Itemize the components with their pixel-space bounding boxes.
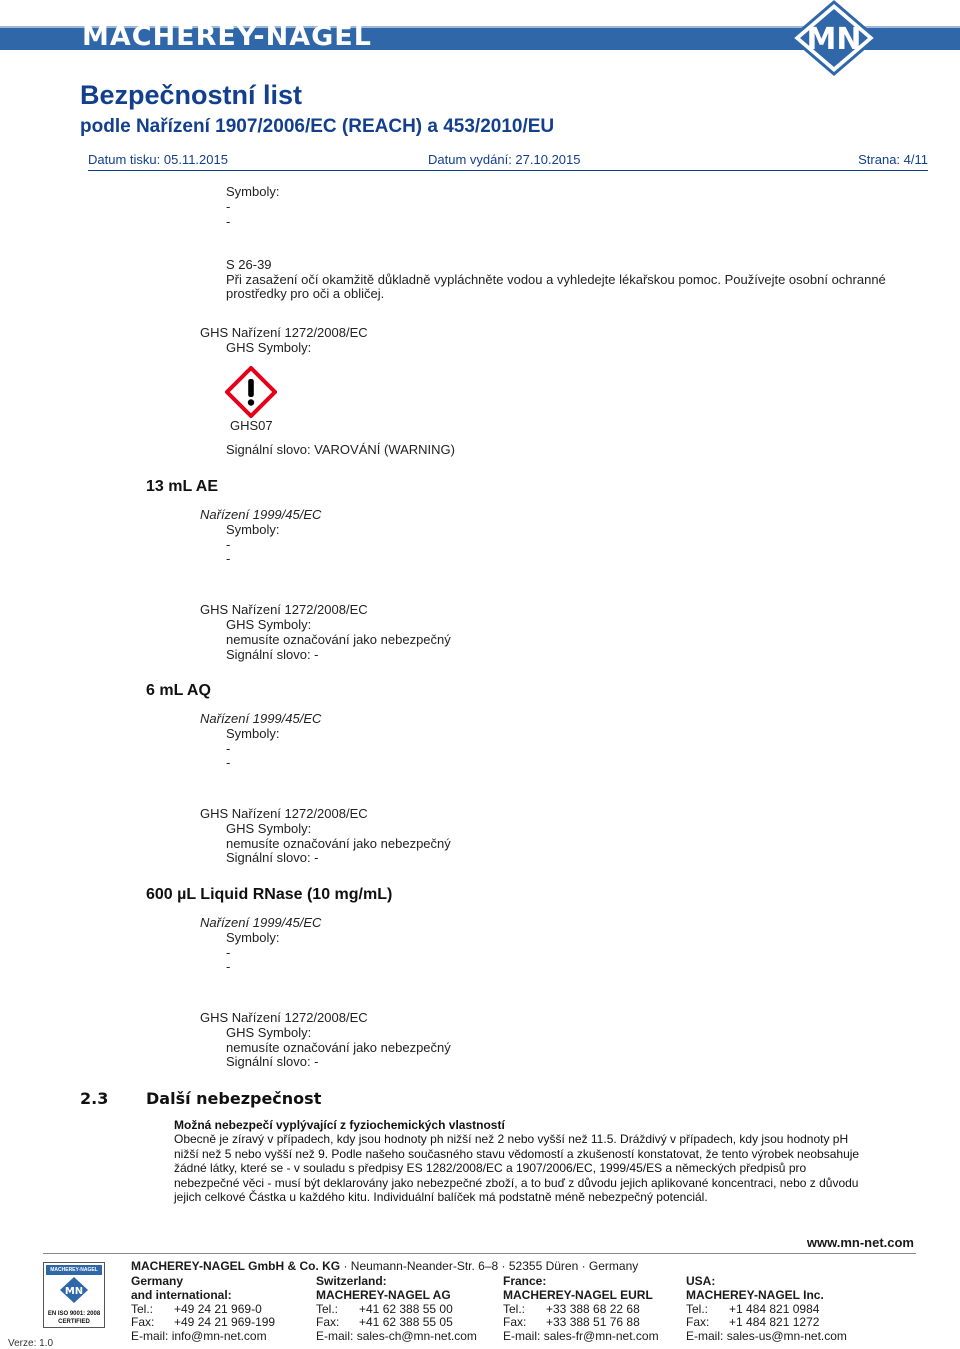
fax-row (686, 1316, 861, 1330)
email-link[interactable]: sales-us@mn-net.com (726, 1329, 847, 1344)
ghs-symbols-label: GHS Symboly: (226, 617, 312, 632)
footer-contact-usa (686, 1275, 861, 1344)
region-subtitle: MACHEREY-NAGEL Inc. (686, 1287, 824, 1302)
product-name: 13 mL AE (146, 478, 219, 495)
symbol-dash: - (226, 741, 231, 756)
no-labelling-required: nemusíte označování jako nebezpečný (226, 1040, 451, 1055)
page-title: Bezpečnostní list (80, 80, 303, 110)
paragraph-line: nižší než 5 nebo vyšší než 9. Podle našeho současného stavu vědomostí a zkušeností konstatovat, že tento výrobek neobsahuje (174, 1146, 860, 1161)
footer-contact-france (503, 1275, 678, 1344)
website-link[interactable]: www.mn-net.com (806, 1235, 914, 1250)
phone-label: Tel.: (686, 1301, 709, 1316)
email-row (131, 1330, 306, 1344)
page-number: Strana: 4/11 (858, 152, 928, 167)
email-label: E-mail: (503, 1329, 541, 1344)
fax-label: Fax: (131, 1315, 155, 1330)
company-address: · Neumann-Neander-Str. 6–8 · 52355 Düren · Germany (340, 1259, 639, 1273)
phone-label: Tel.: (316, 1301, 339, 1316)
ghs-pictogram-code: GHS07 (230, 418, 273, 433)
email-row (686, 1330, 861, 1344)
section-title: Další nebezpečnost (146, 1089, 322, 1108)
email-link[interactable]: sales-ch@mn-net.com (356, 1329, 477, 1344)
print-date: Datum tisku: 05.11.2015 (88, 152, 228, 167)
symbol-dash: - (226, 537, 231, 552)
cert-status: CERTIFIED (58, 1319, 90, 1325)
phone-row (503, 1303, 678, 1317)
symbol-dash: - (226, 755, 231, 770)
company-line (131, 1260, 638, 1274)
region-title: France: (503, 1274, 547, 1288)
fax-value: +33 388 51 76 88 (546, 1315, 640, 1330)
regulation-1999: Nařízení 1999/45/EC (200, 915, 322, 930)
paragraph-line: žádné látky, které se - v souladu s předpisy ES 1282/2008/EC a 1907/2006/EC, 1999/45/ES a německých předpisů pro (174, 1161, 807, 1175)
regulation-1999: Nařízení 1999/45/EC (200, 711, 322, 726)
fax-value: +49 24 21 969-199 (174, 1315, 276, 1330)
mn-logo-text: MN (806, 22, 862, 57)
symbol-dash: - (226, 959, 231, 974)
signal-word: Signální slovo: - (226, 850, 319, 865)
fax-label: Fax: (686, 1315, 710, 1330)
cert-mn-logo-icon (44, 1275, 104, 1305)
region-subtitle: MACHEREY-NAGEL EURL (503, 1287, 653, 1302)
phone-value: +49 24 21 969-0 (174, 1301, 262, 1316)
ghs-regulation: GHS Nařízení 1272/2008/EC (200, 806, 368, 821)
ghs-symbols-label: GHS Symboly: (226, 1025, 312, 1040)
phone-label: Tel.: (131, 1301, 154, 1316)
symbols-label: Symboly: (226, 930, 280, 945)
email-label: E-mail: (131, 1329, 169, 1344)
paragraph-line: Obecně je zíravý v případech, kdy jsou hodnoty ph nižší než 2 nebo vyšší než 11.5. Dráždivý v případech, kdy jsou hodnoty pH (174, 1132, 849, 1146)
ghs-regulation-text: GHS Nařízení 1272/2008/EC (200, 325, 368, 340)
phone-row (686, 1303, 861, 1317)
s-phrase-text: prostředky pro oči a obličej. (226, 286, 385, 301)
s-phrase-code: S 26-39 (226, 257, 272, 272)
fax-label: Fax: (316, 1315, 340, 1330)
phone-label: Tel.: (503, 1301, 526, 1316)
symbols-label: Symboly: (226, 184, 280, 199)
symbol-dash: - (226, 551, 231, 566)
symbols-label: Symboly: (226, 726, 280, 741)
document-version: Verze: 1.0 (8, 1338, 54, 1349)
symbol-dash: - (226, 199, 231, 214)
ghs-symbols-label: GHS Symboly: (226, 821, 312, 836)
footer-contact-switzerland (316, 1275, 496, 1344)
svg-text:MN: MN (64, 1286, 84, 1297)
phone-value: +33 388 68 22 68 (546, 1301, 640, 1316)
region-title: USA: (686, 1274, 716, 1288)
region-title: Germany (131, 1274, 184, 1288)
email-link[interactable]: sales-fr@mn-net.com (543, 1329, 659, 1344)
no-labelling-required: nemusíte označování jako nebezpečný (226, 632, 451, 647)
no-labelling-required: nemusíte označování jako nebezpečný (226, 836, 451, 851)
date-bar-rule (88, 170, 928, 171)
paragraph-line: nebezpečné věci - musí být deklarovány jako nebezpečné zboží, a to buď z důvodu jejich aplikované koncentraci, nebo z důvodu (174, 1175, 859, 1190)
product-name: 600 µL Liquid RNase (10 mg/mL) (146, 886, 393, 903)
email-label: E-mail: (316, 1329, 354, 1344)
fax-row (131, 1316, 306, 1330)
mn-logo (778, 0, 890, 76)
fax-label: Fax: (503, 1315, 527, 1330)
brand-name: MACHEREY-NAGEL (82, 21, 372, 52)
email-label: E-mail: (686, 1329, 724, 1344)
symbols-label: Symboly: (226, 522, 280, 537)
ghs-symbols-label: GHS Symboly: (226, 340, 312, 355)
phone-row (131, 1303, 306, 1317)
exclamation-pictogram-icon (225, 366, 277, 418)
signal-word: Signální slovo: - (226, 1054, 319, 1069)
phone-row (316, 1303, 496, 1317)
fax-row (316, 1316, 496, 1330)
section-number: 2.3 (80, 1089, 109, 1108)
company-name: MACHEREY-NAGEL GmbH & Co. KG (131, 1259, 341, 1273)
section-paragraph (174, 1132, 924, 1205)
header-band (0, 0, 960, 80)
date-bar (88, 152, 928, 170)
cert-standard: EN ISO 9001: 2008 (47, 1311, 101, 1317)
region-subtitle: and international: (131, 1287, 232, 1302)
ghs-regulation: GHS Nařízení 1272/2008/EC (200, 1010, 368, 1025)
signal-word: Signální slovo: VAROVÁNÍ (WARNING) (226, 442, 455, 457)
ghs-regulation (200, 326, 368, 341)
email-row (503, 1330, 678, 1344)
phone-value: +41 62 388 55 00 (359, 1301, 453, 1316)
paragraph-line: jejich celkové Částka u každého kitu. Individuální balíček má podstatně méně nebezpečný potenciál. (174, 1190, 708, 1204)
s-phrase-text: Při zasažení očí okamžitě důkladně vypláchněte vodou a vyhledejte lékařskou pomoc. Používejte osobní ochranné (226, 272, 886, 287)
cert-brand: MACHEREY-NAGEL (46, 1265, 102, 1275)
fax-value: +1 484 821 1272 (729, 1315, 820, 1330)
footer-contact-germany (131, 1275, 306, 1344)
fax-row (503, 1316, 678, 1330)
email-row (316, 1330, 496, 1344)
phone-value: +1 484 821 0984 (729, 1301, 820, 1316)
email-link[interactable]: info@mn-net.com (171, 1329, 267, 1344)
symbol-dash: - (226, 945, 231, 960)
issue-date: Datum vydání: 27.10.2015 (428, 152, 581, 167)
fax-value: +41 62 388 55 05 (359, 1315, 453, 1330)
symbol-dash: - (226, 214, 231, 229)
signal-word: Signální slovo: - (226, 647, 319, 662)
regulation-1999: Nařízení 1999/45/EC (200, 507, 322, 522)
section-subheading: Možná nebezpečí vyplývající z fyziochemických vlastností (174, 1118, 505, 1132)
product-name: 6 mL AQ (146, 682, 211, 699)
iso-certificate-badge (43, 1262, 105, 1328)
region-title: Switzerland: (316, 1274, 387, 1288)
footer-rule (43, 1253, 916, 1254)
ghs-regulation: GHS Nařízení 1272/2008/EC (200, 602, 368, 617)
page-subtitle: podle Nařízení 1907/2006/EC (REACH) a 453/2010/EU (80, 116, 555, 137)
region-subtitle: MACHEREY-NAGEL AG (316, 1287, 451, 1302)
